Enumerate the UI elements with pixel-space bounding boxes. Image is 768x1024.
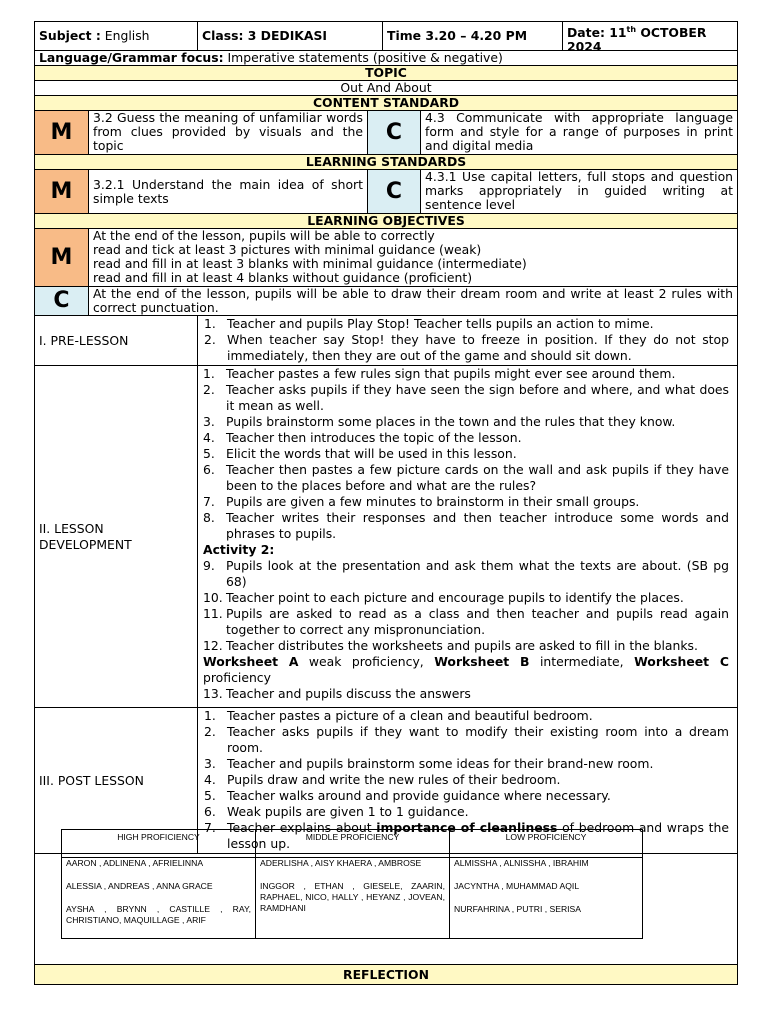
pre-lesson-body <box>198 316 737 365</box>
focus-label: Language/Grammar focus: <box>39 50 224 65</box>
list-item: 1. Teacher pastes a few rules sign that pupils might ever see around them. <box>203 366 676 381</box>
objectives-m-row <box>34 229 738 287</box>
time-cell: Time 3.20 – 4.20 PM <box>383 22 563 50</box>
list-item: 7. Teacher explains about importance of cleanliness of bedroom and wraps the lesson up. <box>204 820 729 851</box>
date-sup: th <box>626 25 637 34</box>
content-standard-heading-row <box>34 96 738 111</box>
objectives-m-letter: M <box>35 229 89 286</box>
learning-standards-heading-row <box>34 155 738 170</box>
subject-label: Subject : <box>39 28 101 43</box>
date-cell <box>563 22 737 55</box>
list-item: 2. Teacher asks pupils if they want to modify their existing room into a dream room. <box>204 724 729 755</box>
group-line: AYSHA , BRYNN , CASTILLE , RAY, CHRISTIANO, MAQUILLAGE , ARIF <box>66 904 251 925</box>
development-body <box>198 366 737 707</box>
topic-value-row <box>34 81 738 96</box>
list-item: 2. Teacher asks pupils if they have seen the sign before and where, and what does it mean as well. <box>203 382 729 413</box>
cleanliness-emphasis: importance of cleanliness <box>376 820 558 835</box>
list-item: 8. Teacher writes their responses and then teacher introduce some words and phrases to pupils. <box>203 510 729 541</box>
objectives-heading-row <box>34 214 738 229</box>
list-item: 4. Teacher then introduces the topic of the lesson. <box>203 430 522 445</box>
objectives-c-row <box>34 287 738 316</box>
pre-lesson-row <box>34 316 738 366</box>
worksheet-a-label: Worksheet A <box>203 654 299 669</box>
reflection-heading: REFLECTION <box>343 967 429 982</box>
content-standard-heading: CONTENT STANDARD <box>312 95 460 110</box>
worksheet-c-label: Worksheet C <box>634 654 730 669</box>
development-row <box>34 366 738 708</box>
development-label: II. LESSON DEVELOPMENT <box>35 366 198 707</box>
group-heading: MIDDLE PROFICIENCY <box>256 830 449 858</box>
date-prefix: Date: 11 <box>567 25 627 41</box>
content-standard-c-text: 4.3 Communicate with appropriate language form and style for a range of purposes in print and digital media <box>425 110 733 153</box>
group-low <box>450 830 642 938</box>
content-standard-row <box>34 111 738 155</box>
group-body <box>450 858 642 915</box>
list-item: 13. Teacher and pupils discuss the answers <box>203 686 471 701</box>
list-item: 6. Teacher then pastes a few picture cards on the wall and ask pupils if they have been to the places before and what are the rules? <box>203 462 729 493</box>
content-standard-m-text: 3.2 Guess the meaning of unfamiliar words from clues provided by visuals and the topic <box>89 111 368 154</box>
objectives-heading: LEARNING OBJECTIVES <box>307 213 465 228</box>
topic-heading: TOPIC <box>365 65 407 80</box>
list-item: 7. Pupils are given a few minutes to brainstorm in their small groups. <box>203 494 640 509</box>
development-list-c <box>203 686 729 702</box>
list-item: 6. Weak pupils are given 1 to 1 guidance. <box>204 804 469 819</box>
objectives-c-text: At the end of the lesson, pupils will be able to draw their dream room and write at least 2 rules with correct punctuation. <box>93 286 733 315</box>
pre-lesson-label: I. PRE-LESSON <box>35 316 198 365</box>
list-item: 1. Teacher pastes a picture of a clean and beautiful bedroom. <box>204 708 593 723</box>
list-item: 4. Pupils draw and write the new rules of their bedroom. <box>204 772 561 787</box>
objectives-c-letter: C <box>35 287 89 315</box>
list-item: 3. Teacher and pupils brainstorm some ideas for their brand-new room. <box>204 756 654 771</box>
objective-line: read and fill in at least 3 blanks with minimal guidance (intermediate) <box>93 256 527 271</box>
subject-value: English <box>104 28 150 43</box>
list-item: 5. Elicit the words that will be used in this lesson. <box>203 446 517 461</box>
learning-standards-m-text: 3.2.1 Understand the main idea of short simple texts <box>89 170 368 213</box>
group-body <box>62 858 255 926</box>
list-item: 5. Teacher walks around and provide guidance where necessary. <box>204 788 611 803</box>
group-heading: LOW PROFICIENCY <box>450 830 642 858</box>
learning-standards-row <box>34 170 738 214</box>
group-middle <box>256 830 450 938</box>
group-heading: HIGH PROFICIENCY <box>62 830 255 858</box>
list-item: 11. Pupils are asked to read as a class and then teacher and pupils read again together to correct any mispronunciation. <box>203 606 729 637</box>
post-lesson-label: III. POST LESSON <box>35 708 198 853</box>
learning-standards-heading: LEARNING STANDARDS <box>305 154 467 169</box>
learning-standards-m-letter: M <box>35 170 89 213</box>
reflection-row <box>34 965 738 985</box>
group-line: ADERLISHA , AISY KHAERA , AMBROSE <box>260 858 422 868</box>
focus-value: Imperative statements (positive & negative) <box>227 50 503 65</box>
group-line: ALMISSHA , ALNISSHA , IBRAHIM <box>454 858 589 868</box>
content-standard-m-letter: M <box>35 111 89 154</box>
learning-standards-c-letter: C <box>368 170 421 213</box>
group-line: JACYNTHA , MUHAMMAD AQIL <box>454 881 580 891</box>
objective-line: read and fill in at least 4 blanks without guidance (proficient) <box>93 270 473 285</box>
group-body <box>256 858 449 914</box>
objectives-m-text <box>89 229 737 286</box>
list-item: 3. Pupils brainstorm some places in the town and the rules that they know. <box>203 414 676 429</box>
group-line: INGGOR , ETHAN , GIESELE, ZAARIN, RAPHAEL, NICO, HALLY , HEYANZ , JOVEAN, RAMDHANI <box>260 881 445 913</box>
development-list-a <box>203 366 729 542</box>
focus-cell <box>35 51 507 65</box>
list-item: 1. Teacher and pupils Play Stop! Teacher tells pupils an action to mime. <box>204 316 654 331</box>
list-item: 12. Teacher distributes the worksheets and pupils are asked to fill in the blanks. <box>203 638 698 653</box>
proficiency-groups-table <box>61 829 643 939</box>
date-suffix: OCTOBER 2024 <box>567 25 707 55</box>
group-line: ALESSIA , ANDREAS , ANNA GRACE <box>66 881 213 891</box>
learning-standards-c-text: 4.3.1 Use capital letters, full stops and question marks appropriately in guided writing at sentence level <box>425 169 733 212</box>
content-standard-c-letter: C <box>368 111 421 154</box>
group-high <box>62 830 256 938</box>
worksheet-line: Worksheet A weak proficiency, Worksheet B intermediate, Worksheet C proficiency <box>203 654 730 685</box>
development-list-b <box>203 558 729 654</box>
group-line: NURFAHRINA , PUTRI , SERISA <box>454 904 582 914</box>
objective-line: At the end of the lesson, pupils will be able to correctly <box>93 228 435 243</box>
list-item: 10. Teacher point to each picture and encourage pupils to identify the places. <box>203 590 684 605</box>
subject-cell <box>35 22 198 50</box>
class-cell: Class: 3 DEDIKASI <box>198 22 383 50</box>
list-item: 2. When teacher say Stop! they have to freeze in position. If they do not stop immediately, then they are out of the game and should sit down. <box>204 332 729 363</box>
focus-row <box>34 51 738 66</box>
list-item: 9. Pupils look at the presentation and ask them what the texts are about. (SB pg 68) <box>203 558 729 589</box>
worksheet-b-label: Worksheet B <box>434 654 530 669</box>
topic-value: Out And About <box>340 80 432 95</box>
topic-heading-row <box>34 66 738 81</box>
header-row <box>34 21 738 55</box>
activity-label: Activity 2: <box>203 542 275 557</box>
pre-lesson-list <box>204 316 729 364</box>
group-line: AARON , ADLINENA , AFRIELINNA <box>66 858 204 868</box>
objective-line: read and tick at least 3 pictures with minimal guidance (weak) <box>93 242 482 257</box>
